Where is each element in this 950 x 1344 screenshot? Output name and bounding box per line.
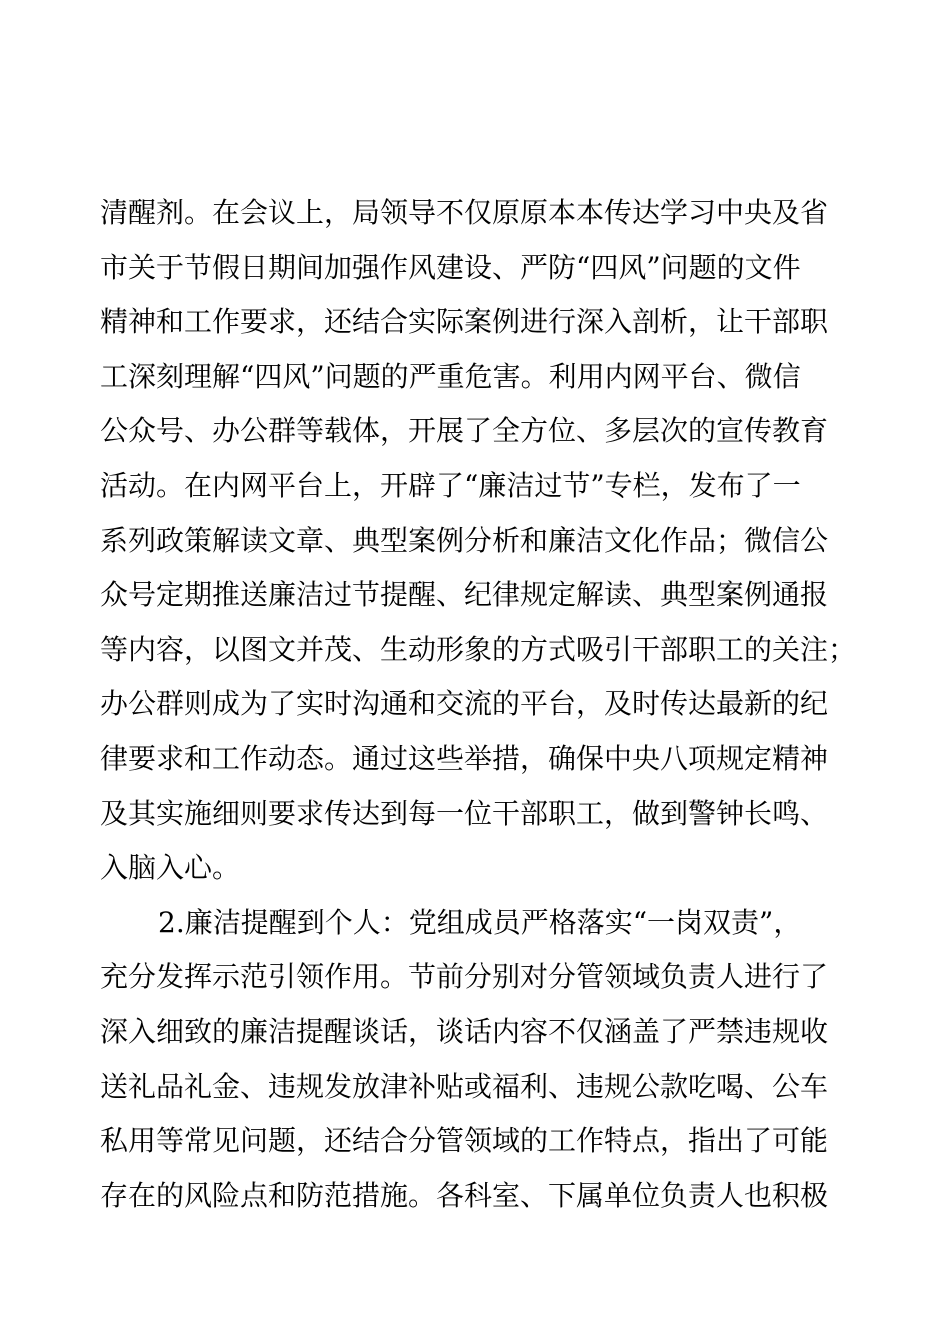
paragraph-line: 律要求和工作动态。通过这些举措，确保中央八项规定精神 [100, 741, 829, 775]
paragraph-line: 存在的风险点和防范措施。各科室、下属单位负责人也积极 [100, 1178, 829, 1212]
document-body [100, 186, 855, 1223]
paragraph-line: 入脑入心。 [100, 851, 241, 885]
paragraph-line: 众号定期推送廉洁过节提醒、纪律规定解读、典型案例通报 [100, 578, 829, 612]
paragraph-line: 充分发挥示范引领作用。节前分别对分管领域负责人进行了 [100, 960, 829, 994]
paragraph-line: 清醒剂。在会议上，局领导不仅原原本本传达学习中央及省 [100, 196, 829, 229]
paragraph-line: 精神和工作要求，还结合实际案例进行深入剖析，让干部职 [100, 305, 829, 339]
paragraph-1 [100, 186, 855, 896]
paragraph-line: 工深刻理解“四风”问题的严重危害。利用内网平台、微信 [100, 359, 801, 393]
paragraph-line: 办公群则成为了实时沟通和交流的平台，及时传达最新的纪 [100, 687, 829, 721]
paragraph-line: 等内容，以图文并茂、生动形象的方式吸引干部职工的关注； [100, 632, 857, 666]
paragraph-line: 系列政策解读文章、典型案例分析和廉洁文化作品；微信公 [100, 523, 829, 557]
paragraph-line: 私用等常见问题，还结合分管领域的工作特点，指出了可能 [100, 1124, 829, 1158]
paragraph-line: 及其实施细则要求传达到每一位干部职工，做到警钟长鸣、 [100, 796, 829, 830]
paragraph-line: 活动。在内网平台上，开辟了“廉洁过节”专栏，发布了一 [100, 468, 801, 502]
paragraph-line: 市关于节假日期间加强作风建设、严防“四风”问题的文件 [100, 250, 801, 284]
paragraph-line: 送礼品礼金、违规发放津补贴或福利、违规公款吃喝、公车 [100, 1069, 829, 1103]
paragraph-line: 公众号、办公群等载体，开展了全方位、多层次的宣传教育 [100, 414, 829, 448]
paragraph-line-first: 2.廉洁提醒到个人：党组成员严格落实“一岗双责”， [158, 905, 802, 939]
paragraph-2 [100, 896, 855, 1224]
paragraph-line: 深入细致的廉洁提醒谈话，谈话内容不仅涵盖了严禁违规收 [100, 1014, 829, 1048]
